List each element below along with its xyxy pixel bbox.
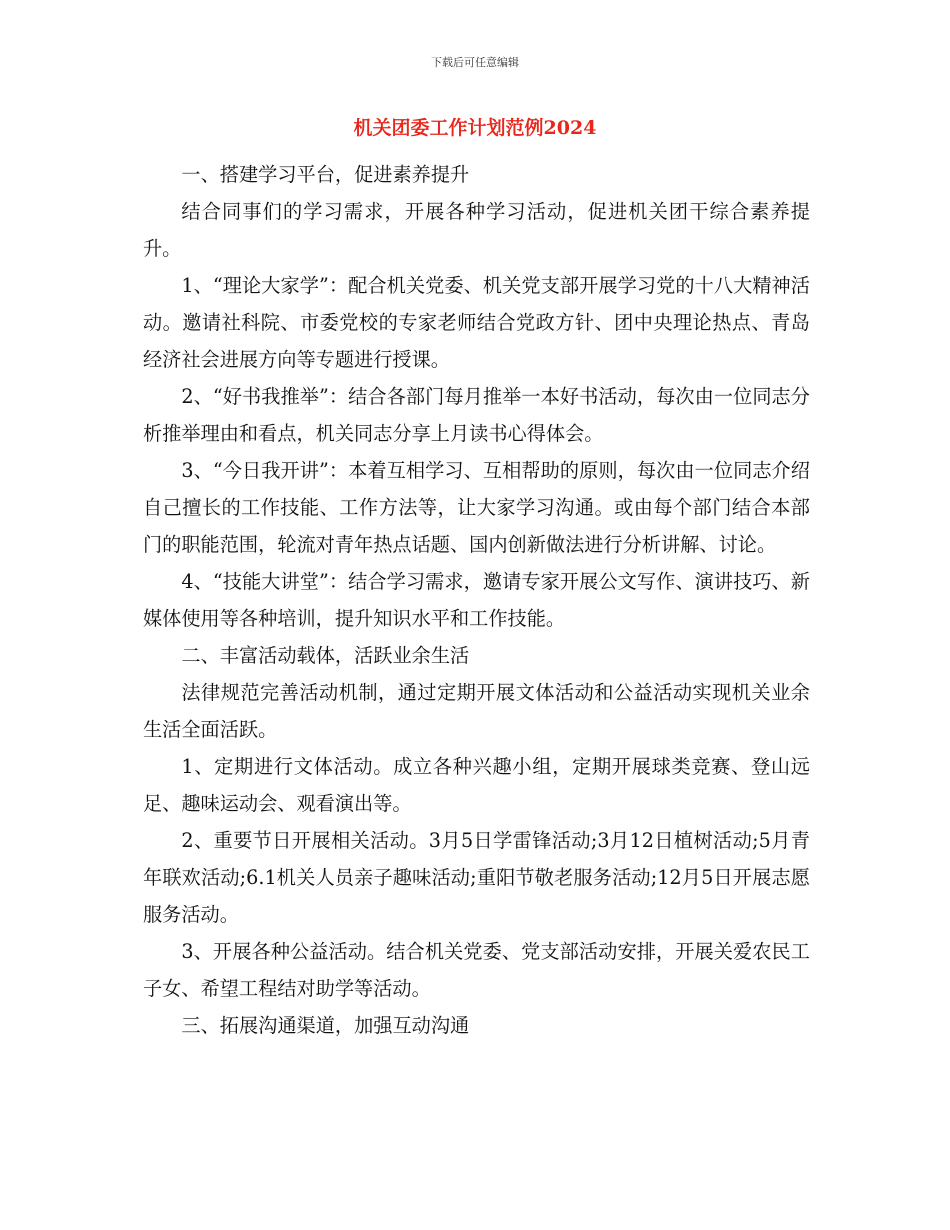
section-heading-2: 二、丰富活动载体，活跃业余生活 — [181, 644, 470, 667]
paragraph: 法律规范完善活动机制，通过定期开展文体活动和公益活动实现机关业余生活全面活跃。 — [143, 681, 810, 741]
paragraph: 1、“理论大家学”：配合机关党委、机关党支部开展学习党的十八大精神活动。邀请社科院、市委党校的专家老师结合党政方针、团中央理论热点、青岛经济社会进展方向等专题进行授课。 — [143, 274, 810, 371]
paragraph: 2、“好书我推举”：结合各部门每月推举一本好书活动，每次由一位同志分析推举理由和看点，机关同志分享上月读书心得体会。 — [143, 385, 810, 445]
paragraph: 2、重要节日开展相关活动。3月5日学雷锋活动;3月12日植树活动;5月青年联欢活动;6.1机关人员亲子趣味活动;重阳节敬老服务活动;12月5日开展志愿服务活动。 — [143, 829, 810, 926]
paragraph: 3、“今日我开讲”：本着互相学习、互相帮助的原则，每次由一位同志介绍自己擅长的工作技能、工作方法等，让大家学习沟通。或由每个部门结合本部门的职能范围，轮流对青年热点话题、国内创新做法进行分析讲解、讨论。 — [143, 459, 810, 556]
paragraph: 3、开展各种公益活动。结合机关党委、党支部活动安排，开展关爱农民工子女、希望工程结对助学等活动。 — [143, 940, 810, 1000]
paragraph: 结合同事们的学习需求，开展各种学习活动，促进机关团干综合素养提升。 — [143, 200, 810, 260]
header-note: 下载后可任意编辑 — [431, 56, 519, 69]
paragraph: 4、“技能大讲堂”：结合学习需求，邀请专家开展公文写作、演讲技巧、新媒体使用等各种培训，提升知识水平和工作技能。 — [143, 570, 810, 630]
paragraph: 1、定期进行文体活动。成立各种兴趣小组，定期开展球类竞赛、登山远足、趣味运动会、观看演出等。 — [143, 755, 810, 815]
document-title: 机关团委工作计划范例2024 — [353, 117, 597, 139]
section-heading-3: 三、拓展沟通渠道，加强互动沟通 — [181, 1014, 470, 1037]
section-heading-1: 一、搭建学习平台，促进素养提升 — [181, 163, 470, 186]
document-body — [143, 156, 810, 1044]
